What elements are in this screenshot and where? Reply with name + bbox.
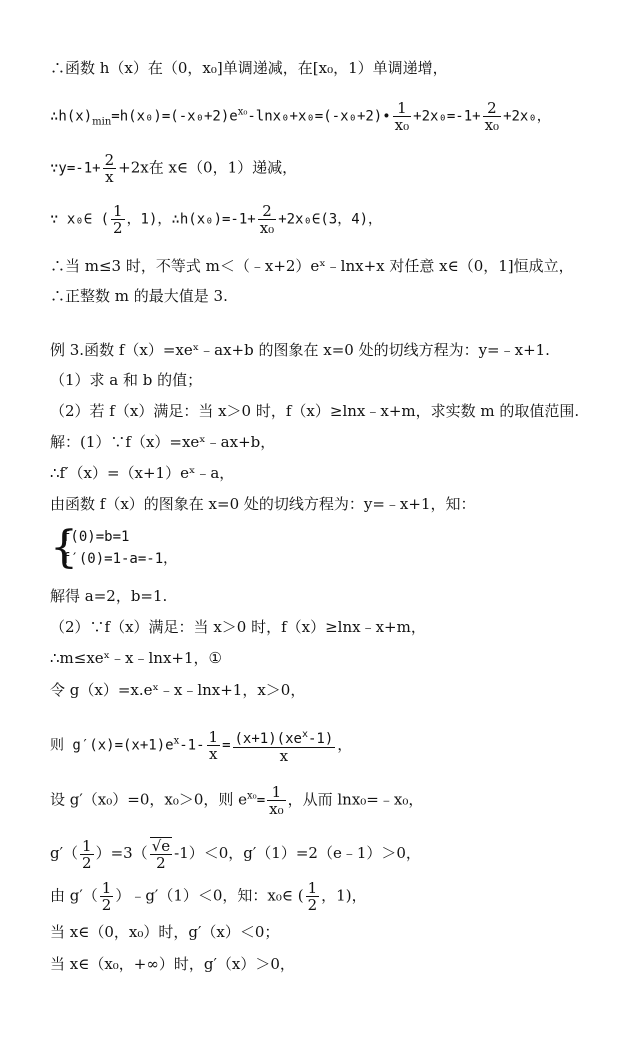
text-l2a: ∴h(x) (50, 108, 93, 125)
fraction (100, 880, 114, 913)
text-l20e: ，1)， (321, 886, 367, 905)
fraction (207, 729, 221, 762)
text-l11: ∴f′（x）=（x+1）eˣ﹣a， (50, 464, 235, 482)
text-l15: ∴m≤xeˣ﹣x﹣lnx+1，① (50, 649, 222, 667)
text-l17c: -1- (179, 737, 205, 754)
line-1 (50, 58, 448, 78)
text-l22: 当 x∈（x₀，+∞）时，g′（x）＞0， (50, 955, 295, 973)
text-l2g: +2x₀=-1+ (413, 108, 481, 125)
numerator (233, 727, 336, 748)
text-l13: 解得 a=2，b=1. (50, 587, 168, 605)
text-l1: ∴函数 h（x）在（0，x₀]单调递减，在[x₀，1）单调递增， (50, 59, 448, 77)
fraction (103, 152, 117, 185)
text-c3: ， (163, 551, 178, 567)
text-l2f1: 1 (393, 100, 411, 117)
text-l4d1: 2 (258, 203, 276, 220)
text-l2h2: x₀ (484, 116, 500, 134)
text-l20b2: 2 (101, 896, 112, 914)
text-l18e: ，从而 lnx₀=﹣x₀， (287, 790, 424, 809)
text-l17f1t: -1) (307, 731, 334, 747)
text-l17d1: 1 (208, 728, 219, 746)
text-l4b2: 2 (113, 219, 123, 237)
text-l2i: +2x₀， (503, 108, 551, 125)
line-6 (50, 286, 228, 306)
text-l4b1: 1 (113, 202, 123, 220)
text-l18c: = (256, 792, 266, 809)
brace-glyph: { (50, 522, 78, 573)
fraction (150, 837, 172, 871)
line-2 (50, 100, 551, 133)
line-3 (50, 152, 297, 185)
line-9 (50, 401, 579, 421)
text-l2c: =h(x₀)=(-x₀+2)e (111, 108, 238, 125)
fraction (233, 727, 336, 764)
text-l4a: ∵ x₀∈ ( (50, 211, 110, 228)
line-12 (50, 494, 476, 514)
fraction (267, 784, 285, 817)
text-l6: ∴正整数 m 的最大值是 3. (50, 287, 228, 305)
text-l2f2: x₀ (394, 116, 410, 134)
text-l20d1: 1 (307, 879, 318, 897)
text-l10: 解：(1）∵f（x）=xeˣ﹣ax+b， (50, 433, 276, 451)
text-l2b: min (92, 116, 112, 128)
text-l19d2: 2 (156, 854, 166, 872)
text-l17f1: (x+1)(xe (234, 731, 302, 747)
text-l19c: ）=3（ (95, 844, 148, 862)
text-l5: ∴当 m≤3 时，不等式 m＜（﹣x+2）eˣ﹣lnx+x 对任意 x∈（0，1]恒成立， (50, 257, 574, 275)
text-l19a: g′（ (50, 844, 79, 862)
text-l2h1: 2 (483, 100, 501, 117)
line-20 (50, 880, 367, 913)
line-17 (50, 727, 352, 764)
line-14 (50, 617, 426, 637)
text-l4e: +2x₀∈(3，4)， (278, 211, 383, 228)
text-l17d2: x (209, 745, 218, 763)
text-l7: 例 3.函数 f（x）=xeˣ﹣ax+b 的图象在 x=0 处的切线方程为：y=﹣x+1. (50, 341, 550, 359)
text-l9: （2）若 f（x）满足：当 x＞0 时，f（x）≥lnx﹣x+m，求实数 m 的取值范围. (50, 402, 580, 420)
fraction (258, 203, 276, 236)
text-l4d2: x₀ (259, 219, 275, 237)
line-16 (50, 680, 305, 700)
text-c2: f′(0)=1-a=-1 (62, 551, 164, 567)
text-l14: （2）∵f（x）满足：当 x＞0 时，f（x）≥lnx﹣x+m， (50, 618, 426, 636)
text-l3b1: 2 (104, 151, 115, 169)
text-l3b2: x (105, 168, 114, 186)
line-19 (50, 837, 421, 871)
text-l3a: ∵y=-1+ (50, 160, 101, 177)
text-l8: （1）求 a 和 b 的值； (50, 371, 203, 389)
text-l19b2: 2 (82, 853, 92, 872)
text-l20b1: 1 (101, 879, 112, 897)
text-l21: 当 x∈（0，x₀）时，g′（x）＜0； (50, 923, 280, 941)
text-l19d1: √e (151, 837, 171, 855)
fraction (80, 838, 94, 871)
text-l17b: x (173, 735, 180, 747)
text-l18d1: 1 (267, 784, 285, 801)
text-l4c: ，1)，∴h(x₀)=-1+ (126, 211, 256, 228)
text-l12: 由函数 f（x）的图象在 x=0 处的切线方程为：y=﹣x+1，知： (50, 495, 476, 513)
line-11 (50, 463, 234, 483)
text-l17a: 则 g′(x)=(x+1)e (50, 737, 174, 754)
text-l19b1: 1 (82, 836, 92, 855)
text-l20a: 由 g′（ (50, 886, 98, 905)
line-7 (50, 340, 550, 360)
text-l18b: x₀ (247, 790, 257, 802)
text-l19e: -1）＜0，g′（1）=2（e﹣1）＞0， (174, 844, 421, 862)
line-21 (50, 922, 279, 942)
line-18 (50, 784, 423, 817)
text-l17f2: x (279, 747, 289, 765)
text-l17g: ， (337, 735, 353, 754)
equation-system (62, 526, 177, 570)
fraction (111, 203, 125, 236)
line-8 (50, 370, 202, 390)
line-22 (50, 954, 295, 974)
text-l2d: x₀ (237, 106, 248, 118)
line-13 (50, 586, 167, 606)
text-l3c: +2x在 x∈（0，1）递减， (118, 158, 298, 177)
text-l20c: ）﹣g′（1）＜0，知：x₀∈ ( (115, 886, 304, 905)
fraction (393, 100, 411, 133)
text-c1: f(0)=b=1 (62, 529, 130, 545)
text-l20d2: 2 (307, 896, 318, 914)
text-l18a: 设 g′（x₀）=0，x₀＞0，则 e (50, 790, 248, 809)
text-l16: 令 g（x）=x.eˣ﹣x﹣lnx+1，x＞0， (50, 681, 306, 699)
text-l2e: -lnx₀+x₀=(-x₀+2)• (247, 108, 391, 125)
line-4 (50, 203, 382, 236)
fraction (306, 880, 320, 913)
text-l17e: = (222, 737, 231, 754)
fraction (483, 100, 501, 133)
text-l17f1s: x (301, 729, 308, 740)
text-l18d2: x₀ (269, 800, 284, 818)
line-15 (50, 648, 222, 668)
line-5 (50, 256, 574, 276)
line-10 (50, 432, 275, 452)
